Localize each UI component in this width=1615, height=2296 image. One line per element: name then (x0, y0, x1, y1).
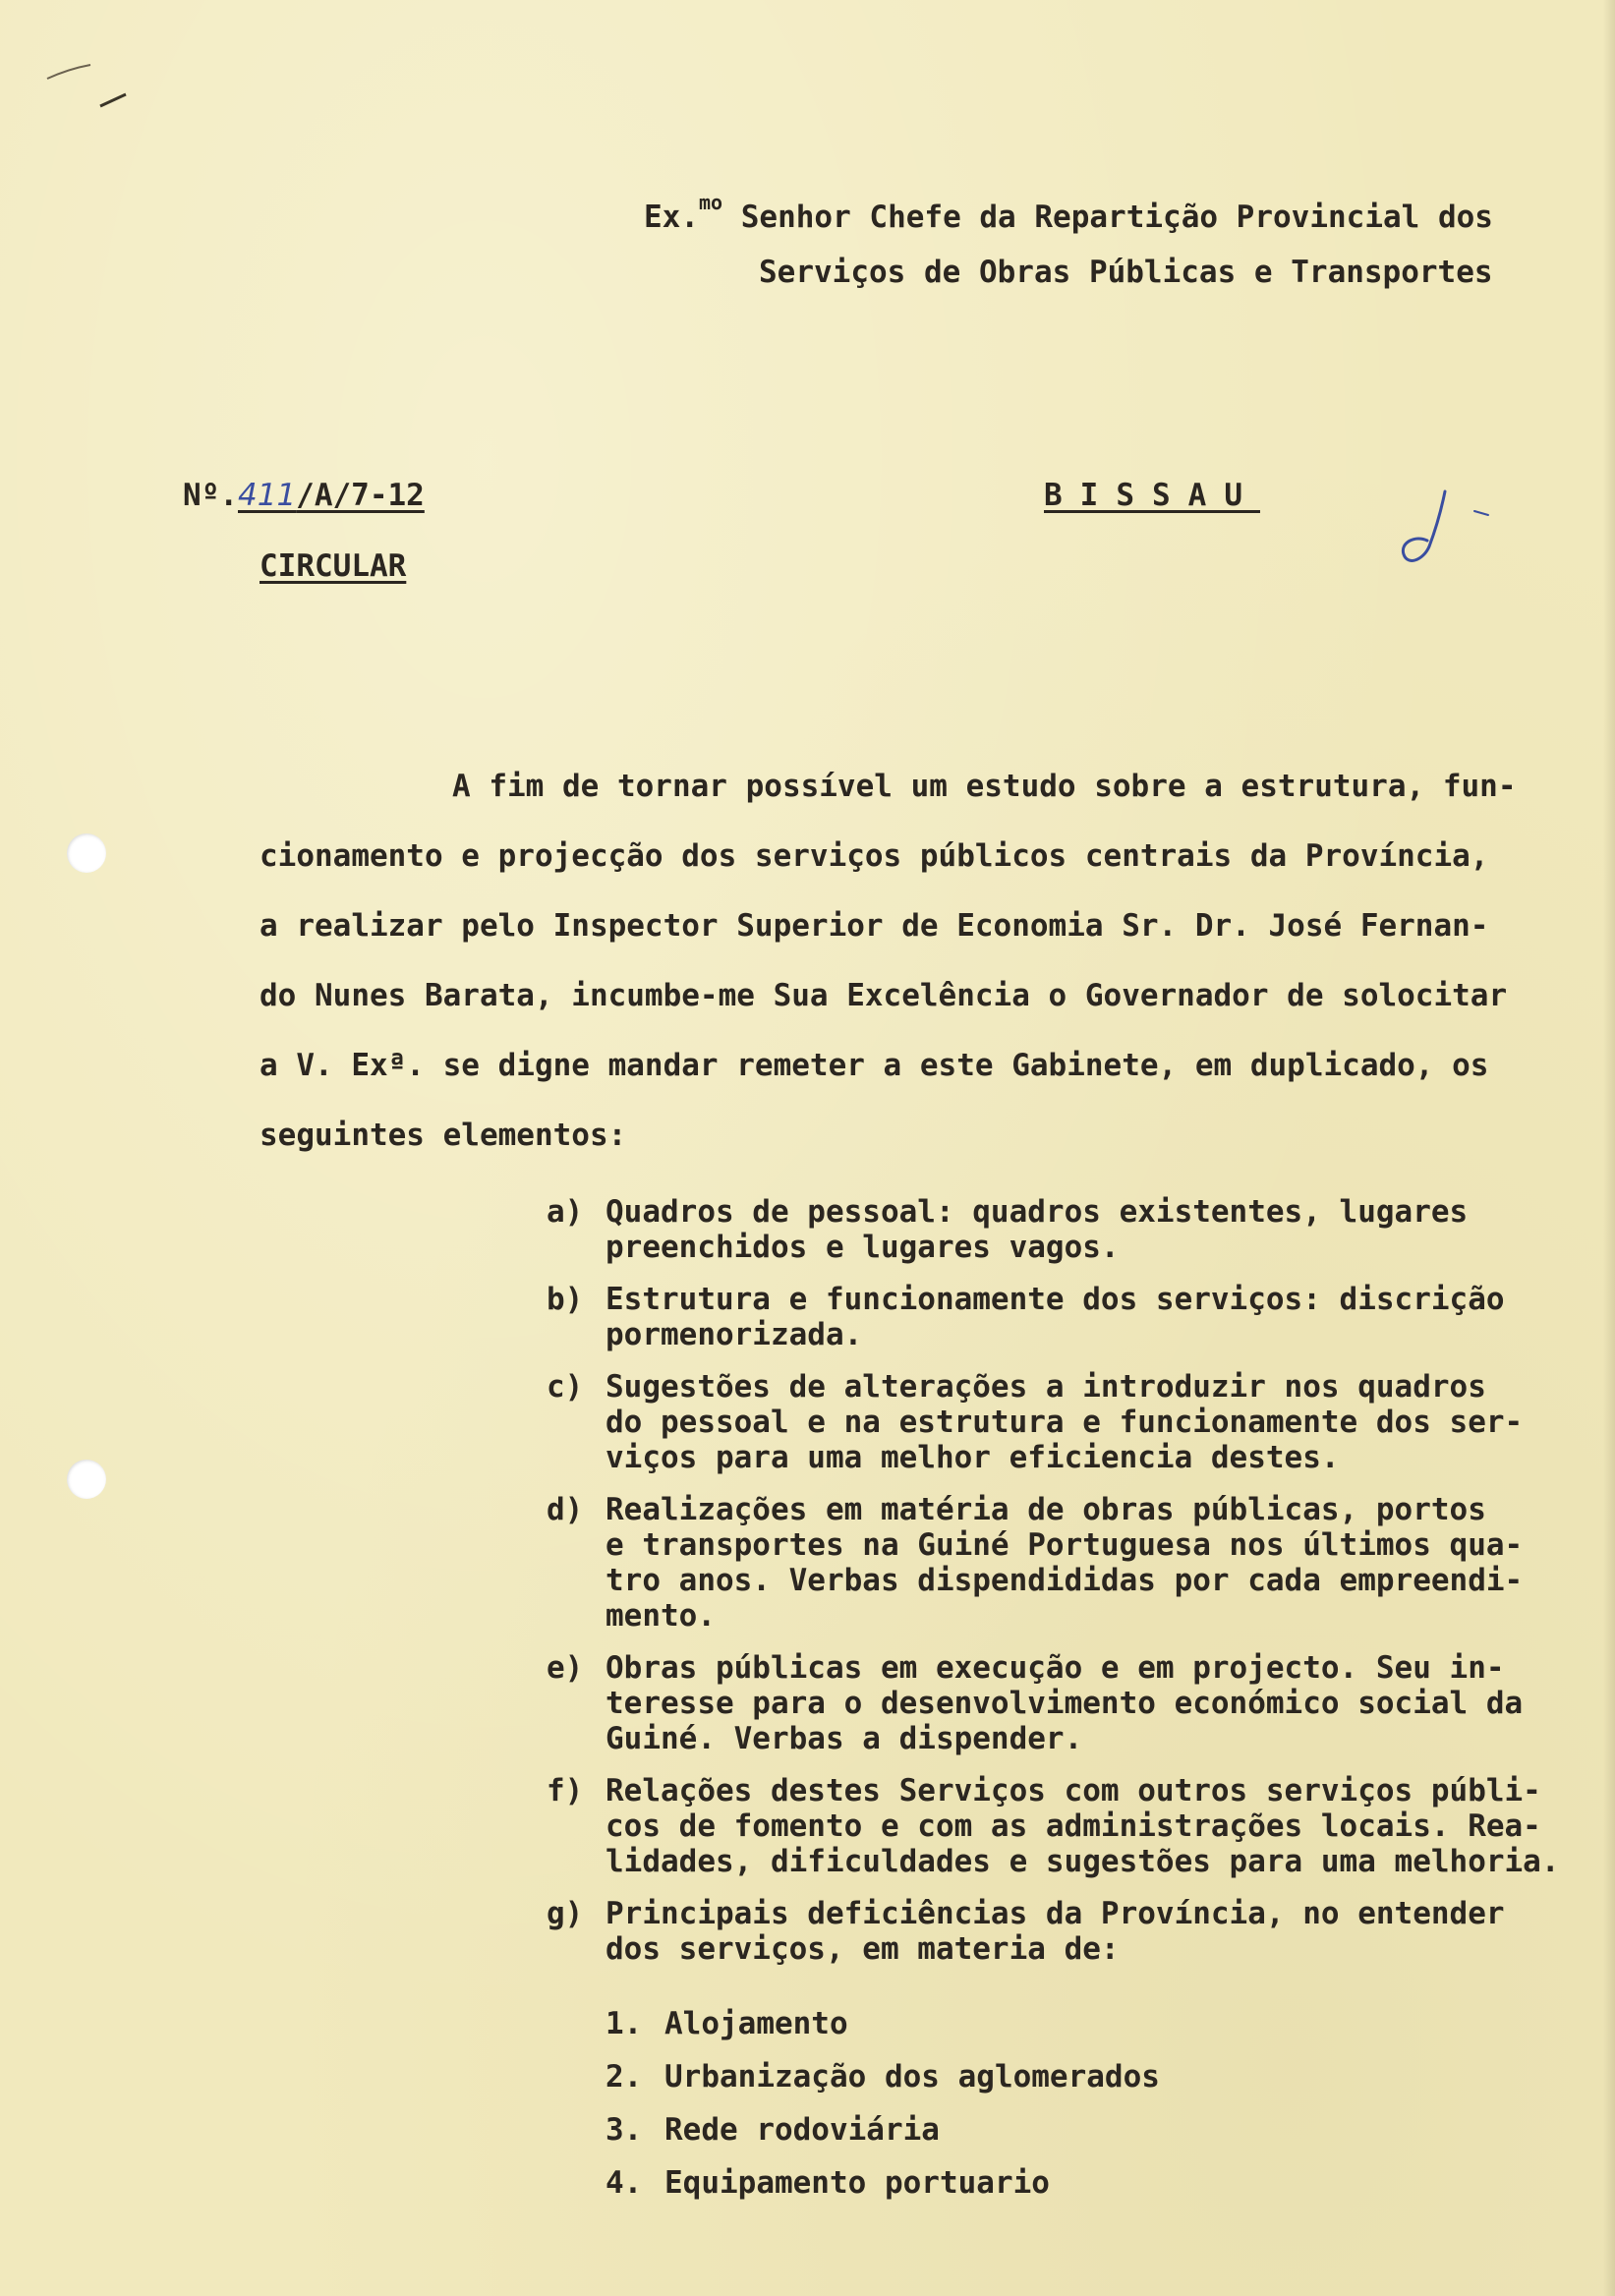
paper-edge-shadow (1603, 0, 1615, 2296)
list-item (547, 1282, 1579, 1352)
list-item-content (606, 1896, 1505, 1967)
subitem (606, 2103, 1160, 2156)
reference-suffix: /A/7-12 (296, 478, 425, 513)
list-item-line: teresse para o desenvolvimento económico social da (606, 1686, 1524, 1721)
list-item (547, 1896, 1579, 1967)
list-item-line: cos de fomento e com as administrações locais. Rea- (606, 1808, 1541, 1844)
subitem-text: Equipamento portuario (664, 2165, 1050, 2201)
handwritten-number: 411 (238, 478, 297, 513)
list-item-content (606, 1773, 1560, 1879)
list-item-line: pormenorizada. (606, 1317, 863, 1352)
list-item-line: Principais deficiências da Província, no entender (606, 1896, 1505, 1931)
body-line: seguintes elementos: (260, 1118, 627, 1153)
list-item (547, 1492, 1579, 1634)
handwritten-initial-icon (1386, 486, 1504, 574)
punch-hole-top (67, 833, 106, 873)
addressee-line-1-text: Senhor Chefe da Repartição Provincial dos (740, 200, 1493, 235)
list-item-content (606, 1282, 1505, 1352)
list-item-content (606, 1650, 1523, 1756)
list-item-line: viços para uma melhor eficiencia destes. (606, 1440, 1340, 1475)
subitem (606, 2156, 1160, 2210)
subitem-text: Urbanização dos aglomerados (664, 2059, 1160, 2095)
list-marker: c) (547, 1369, 584, 1405)
reference-number-underlined (238, 478, 425, 513)
list-marker: b) (547, 1282, 584, 1317)
addressee-prefix-superscript: mo (699, 191, 723, 214)
list-item-line: Realizações em matéria de obras públicas, portos (606, 1492, 1486, 1527)
subitem-number: 4. (606, 2165, 643, 2201)
list-item (547, 1194, 1579, 1265)
deficiency-subitems-list (606, 1997, 1160, 2210)
addressee-line-2: Serviços de Obras Públicas e Transportes (759, 255, 1493, 290)
pencil-mark-icon (39, 57, 138, 126)
subitem (606, 2050, 1160, 2103)
list-item-line: Obras públicas em execução e em projecto. Seu in- (606, 1650, 1505, 1686)
subitem-text: Rede rodoviária (664, 2112, 940, 2148)
list-item-line: e transportes na Guiné Portuguesa nos últimos qua- (606, 1527, 1524, 1563)
list-item-line: Estrutura e funcionamente dos serviços: discrição (606, 1282, 1505, 1317)
subitem (606, 1997, 1160, 2050)
addressee-prefix: Ex. (644, 200, 699, 235)
addressee-block (644, 175, 1493, 300)
punch-hole-bottom (67, 1460, 106, 1499)
subitem-text: Alojamento (664, 2006, 848, 2041)
body-paragraph (260, 752, 1567, 1171)
list-item-line: dos serviços, em materia de: (606, 1931, 1120, 1967)
addressee-line-1 (644, 175, 1493, 245)
list-marker: d) (547, 1492, 584, 1527)
list-item-content (606, 1194, 1468, 1265)
list-marker: f) (547, 1773, 584, 1808)
list-marker: a) (547, 1194, 584, 1230)
subitem-number: 2. (606, 2059, 643, 2095)
body-line: a V. Exª. se digne mandar remeter a este Gabinete, em duplicado, os (260, 1048, 1489, 1083)
requested-items-list (547, 1194, 1579, 1983)
subitem-number: 3. (606, 2112, 643, 2148)
list-item-line: Quadros de pessoal: quadros existentes, lugares (606, 1194, 1469, 1230)
body-line: a realizar pelo Inspector Superior de Economia Sr. Dr. José Fernan- (260, 908, 1489, 944)
list-item-line: do pessoal e na estrutura e funcionamente dos ser- (606, 1405, 1524, 1440)
list-item (547, 1369, 1579, 1475)
list-item-line: Guiné. Verbas a dispender. (606, 1721, 1083, 1756)
list-item-line: lidades, dificuldades e sugestões para uma melhoria. (606, 1844, 1560, 1879)
list-item (547, 1773, 1579, 1879)
list-item-content (606, 1492, 1523, 1634)
reference-number (183, 478, 425, 513)
place-heading: BISSAU (1044, 478, 1260, 513)
list-item-line: mento. (606, 1598, 716, 1634)
reference-label: Nº. (183, 478, 238, 513)
list-item-content (606, 1369, 1523, 1475)
list-marker: g) (547, 1896, 584, 1931)
list-item-line: preenchidos e lugares vagos. (606, 1230, 1120, 1265)
list-item-line: tro anos. Verbas dispendididas por cada empreendi- (606, 1563, 1524, 1598)
body-line: do Nunes Barata, incumbe-me Sua Excelência o Governador de solocitar (260, 978, 1508, 1013)
list-marker: e) (547, 1650, 584, 1686)
subitem-number: 1. (606, 2006, 643, 2041)
body-line: A fim de tornar possível um estudo sobre a estrutura, fun- (452, 769, 1517, 804)
circular-label: CIRCULAR (260, 548, 407, 584)
list-item-line: Relações destes Serviços com outros serviços públi- (606, 1773, 1541, 1808)
list-item (547, 1650, 1579, 1756)
body-line: cionamento e projecção dos serviços públicos centrais da Província, (260, 838, 1489, 874)
list-item-line: Sugestões de alterações a introduzir nos quadros (606, 1369, 1486, 1405)
